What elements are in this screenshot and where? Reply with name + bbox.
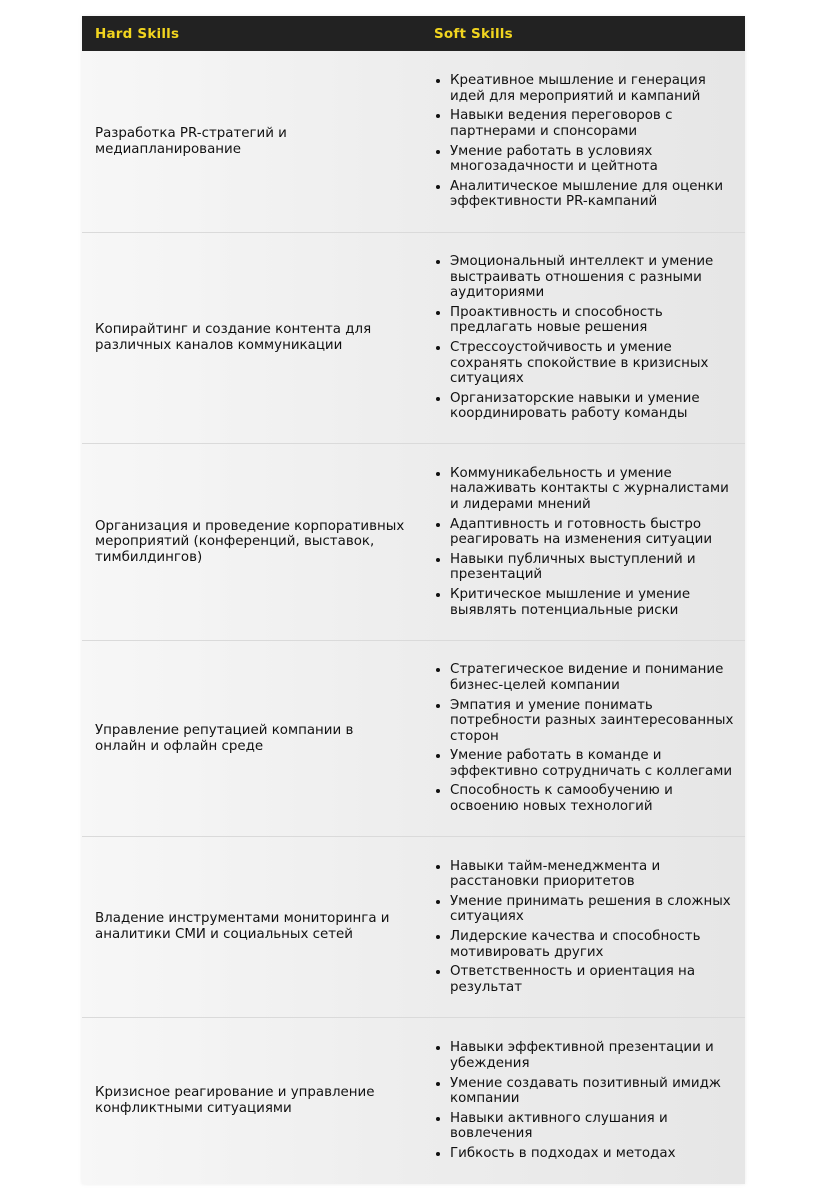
list-item: • Навыки эффективной презентации и убеждения	[450, 1040, 737, 1071]
list-item: • Умение работать в команде и эффективно сотрудничать с коллегами	[450, 748, 737, 779]
soft-skills-list	[422, 859, 737, 996]
skills-table	[82, 16, 745, 1184]
soft-skills-cell	[422, 859, 745, 996]
table-row	[82, 1018, 745, 1184]
soft-skills-list	[422, 466, 737, 618]
hard-skills-heading: Hard Skills	[95, 25, 180, 42]
table-row	[82, 444, 745, 641]
list-item: • Гибкость в подходах и методах	[450, 1146, 737, 1162]
list-item: • Критическое мышление и умение выявлять потенциальные риски	[450, 587, 737, 618]
table-header	[82, 16, 745, 51]
list-item: • Организаторские навыки и умение координировать работу команды	[450, 391, 737, 422]
table-row	[82, 641, 745, 837]
list-item: • Стратегическое видение и понимание бизнес-целей компании	[450, 662, 737, 693]
soft-skills-list	[422, 1040, 737, 1161]
hard-skill-cell: Копирайтинг и создание контента для различных каналов коммуникации	[95, 322, 372, 353]
hard-skill-cell: Кризисное реагирование и управление конфликтными ситуациями	[95, 1085, 375, 1116]
list-item: • Навыки тайм-менеджмента и расстановки приоритетов	[450, 859, 737, 890]
header-cell-soft-skills	[422, 26, 745, 42]
soft-skills-cell	[422, 73, 745, 210]
soft-skills-cell	[422, 1040, 745, 1161]
table-row	[82, 51, 745, 233]
list-item: • Способность к самообучению и освоению новых технологий	[450, 783, 737, 814]
list-item: • Проактивность и способность предлагать новые решения	[450, 305, 737, 336]
table-row	[82, 233, 745, 444]
hard-skill-cell: Организация и проведение корпоративных мероприятий (конференций, выставок, тимбилдингов)	[95, 518, 405, 565]
list-item: • Умение создавать позитивный имидж компании	[450, 1076, 737, 1107]
list-item: • Навыки публичных выступлений и презентаций	[450, 552, 737, 583]
soft-skills-cell	[422, 254, 745, 422]
list-item: • Коммуникабельность и умение налаживать контакты с журналистами и лидерами мнений	[450, 466, 737, 513]
soft-skills-list	[422, 662, 737, 814]
table-row	[82, 837, 745, 1018]
list-item: • Ответственность и ориентация на результат	[450, 964, 737, 995]
list-item: • Эмоциональный интеллект и умение выстраивать отношения с разными аудиториями	[450, 254, 737, 301]
list-item: • Креативное мышление и генерация идей для мероприятий и кампаний	[450, 73, 737, 104]
list-item: • Аналитическое мышление для оценки эффективности PR-кампаний	[450, 179, 737, 210]
list-item: • Адаптивность и готовность быстро реагировать на изменения ситуации	[450, 517, 737, 548]
header-cell-hard-skills	[82, 26, 422, 42]
list-item: • Умение работать в условиях многозадачности и цейтнота	[450, 144, 737, 175]
soft-skills-heading: Soft Skills	[434, 25, 513, 42]
list-item: • Эмпатия и умение понимать потребности разных заинтересованных сторон	[450, 698, 737, 745]
soft-skills-list	[422, 73, 737, 210]
hard-skill-cell: Владение инструментами мониторинга и аналитики СМИ и социальных сетей	[95, 911, 390, 942]
soft-skills-cell	[422, 662, 745, 814]
soft-skills-list	[422, 254, 737, 422]
soft-skills-cell	[422, 466, 745, 618]
list-item: • Навыки активного слушания и вовлечения	[450, 1111, 737, 1142]
hard-skill-cell: Управление репутацией компании в онлайн и офлайн среде	[95, 722, 354, 754]
table-body	[82, 51, 745, 1184]
hard-skill-cell: Разработка PR-стратегий и медиапланирование	[95, 125, 287, 157]
list-item: • Навыки ведения переговоров с партнерами и спонсорами	[450, 108, 737, 139]
list-item: • Лидерские качества и способность мотивировать других	[450, 929, 737, 960]
list-item: • Умение принимать решения в сложных ситуациях	[450, 894, 737, 925]
list-item: • Стрессоустойчивость и умение сохранять спокойствие в кризисных ситуациях	[450, 340, 737, 387]
